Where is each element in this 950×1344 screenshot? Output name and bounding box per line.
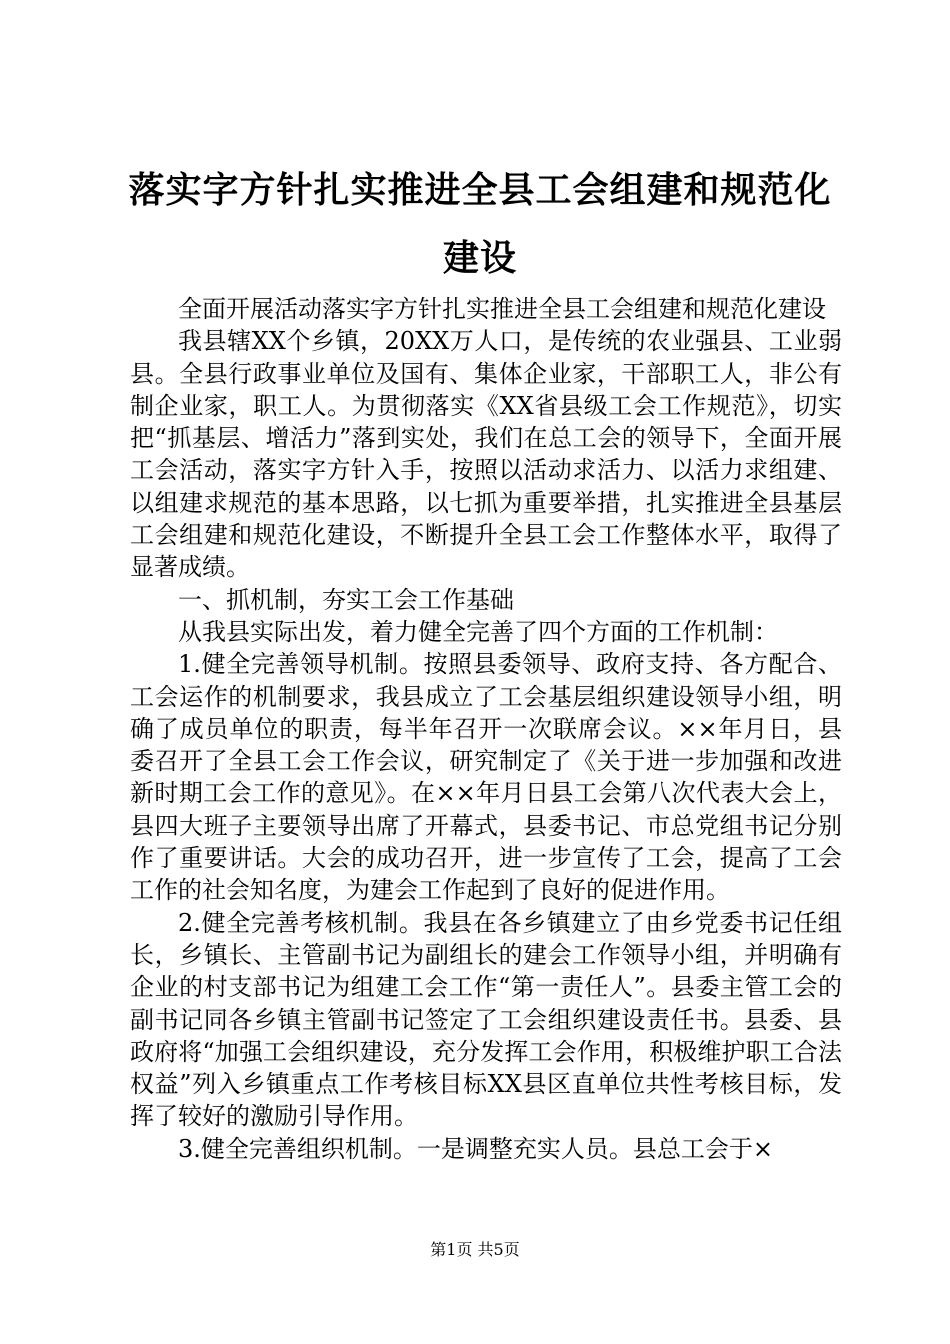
- body-paragraph-5: 2.健全完善考核机制。我县在各乡镇建立了由乡党委书记任组长，乡镇长、主管副书记为副组长的建会工作领导小组，并明确有企业的村支部书记为组建工会工作“第一责任人”。县委主管工会的副书记同各乡镇主管副书记签定了工会组织建设责任书。县委、县政府将“加强工会组织建设，充分发挥工会作用，积极维护职工合法权益”列入乡镇重点工作考核目标XX县区直单位共性考核目标，发挥了较好的激励引导作用。: [130, 908, 842, 1131]
- section-heading-1: 一、抓机制，夯实工会工作基础: [178, 585, 514, 614]
- document-title: 落实字方针扎实推进全县工会组建和规范化建设: [128, 169, 832, 279]
- body-paragraph-1: 全面开展活动落实字方针扎实推进全县工会组建和规范化建设: [178, 295, 826, 323]
- body-paragraph-6: 3.健全完善组织机制。一是调整充实人员。县总工会于×: [178, 1134, 774, 1163]
- body-paragraph-4: 1.健全完善领导机制。按照县委领导、政府支持、各方配合、工会运作的机制要求，我县成立了工会基层组织建设领导小组，明确了成员单位的职责，每半年召开一次联席会议。××年月日，县委召开了全县工会工作会议，研究制定了《关于进一步加强和改进新时期工会工作的意见》。在××年月日县工会第八次代表大会上，县四大班子主要领导出席了开幕式，县委书记、市总党组书记分别作了重要讲话。大会的成功召开，进一步宣传了工会，提高了工会工作的社会知名度，为建会工作起到了良好的促进作用。: [130, 650, 842, 905]
- document-body: [130, 293, 842, 1165]
- body-paragraph-2: 我县辖XX个乡镇，20XX万人口，是传统的农业强县、工业弱县。全县行政事业单位及国有、集体企业家，干部职工人，非公有制企业家，职工人。为贯彻落实《XX省县级工会工作规范》，切实把“抓基层、增活力”落到实处，我们在总工会的领导下，全面开展工会活动，落实字方针入手，按照以活动求活力、以活力求组建、以组建求规范的基本思路，以七抓为重要举措，扎实推进全县基层工会组建和规范化建设，不断提升全县工会工作整体水平，取得了显著成绩。: [130, 327, 842, 582]
- page-footer: 第1页 共5页: [430, 1240, 520, 1259]
- body-paragraph-3: 从我县实际出发，着力健全完善了四个方面的工作机制：: [178, 617, 778, 646]
